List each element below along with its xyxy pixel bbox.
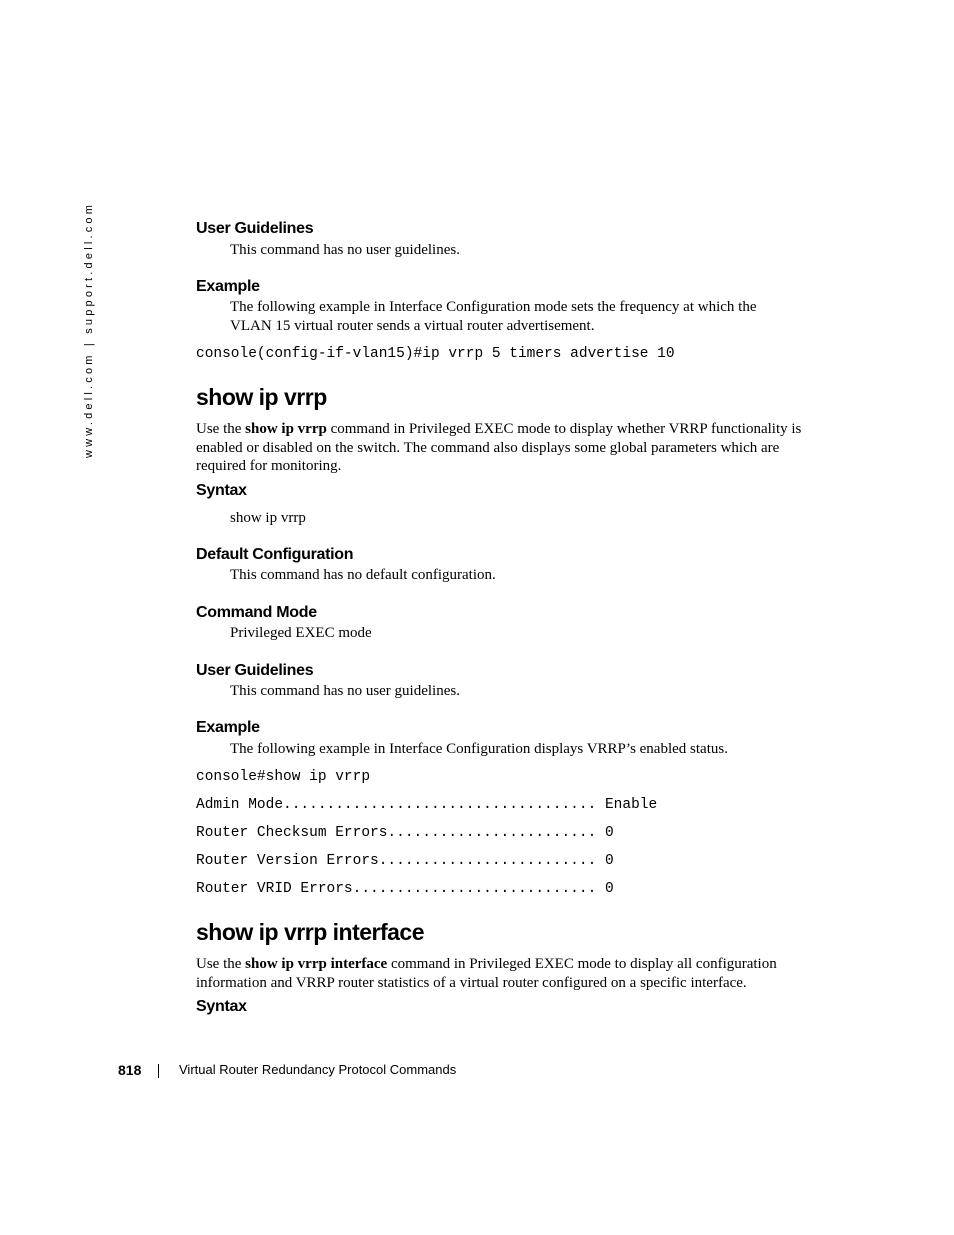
user-guidelines-text: This command has no user guidelines. [230,683,460,699]
command-title: show ip vrrp [196,384,327,410]
syntax-text: show ip vrrp [230,510,306,526]
example-code: console(config-if-vlan15)#ip vrrp 5 timers advertise 10 [196,346,675,362]
example-code-line: Admin Mode.................................... Enable [196,797,658,813]
example-text-line1: The following example in Interface Configuration mode sets the frequency at which the [230,299,757,315]
example-heading: Example [196,278,260,295]
command-mode-text: Privileged EXEC mode [230,625,372,641]
example-text-line2: VLAN 15 virtual router sends a virtual router advertisement. [230,318,595,334]
default-config-text: This command has no default configuration. [230,567,496,583]
footer-separator [158,1064,159,1078]
command-description: Use the show ip vrrp interface command in Privileged EXEC mode to display all configuration information and VRRP router statistics of a virtual router configured on a specific interface. [196,956,777,991]
command-name-inline: show ip vrrp [245,421,327,437]
example-code-line: console#show ip vrrp [196,769,371,785]
user-guidelines-heading: User Guidelines [196,220,314,237]
example-code-line: Router VRID Errors............................ 0 [196,881,614,897]
user-guidelines-text: This command has no user guidelines. [230,242,460,258]
chapter-title: Virtual Router Redundancy Protocol Commands [179,1062,457,1077]
example-code-line: Router Checksum Errors........................ 0 [196,825,614,841]
syntax-heading: Syntax [196,998,247,1015]
example-code-line: Router Version Errors......................... 0 [196,853,614,869]
default-config-heading: Default Configuration [196,546,354,563]
user-guidelines-heading: User Guidelines [196,662,314,679]
command-title: show ip vrrp interface [196,919,425,945]
sidebar-url: www.dell.com | support.dell.com [83,201,95,458]
example-text: The following example in Interface Configuration displays VRRP’s enabled status. [230,741,728,757]
example-heading: Example [196,719,260,736]
command-description: Use the show ip vrrp command in Privileged EXEC mode to display whether VRRP functionality is enabled or disabled on the switch. The command also displays some global parameters which are required for monitoring. [196,421,802,474]
page-number: 818 [118,1062,142,1078]
command-name-inline: show ip vrrp interface [245,956,388,972]
command-mode-heading: Command Mode [196,604,317,621]
syntax-heading: Syntax [196,482,247,499]
